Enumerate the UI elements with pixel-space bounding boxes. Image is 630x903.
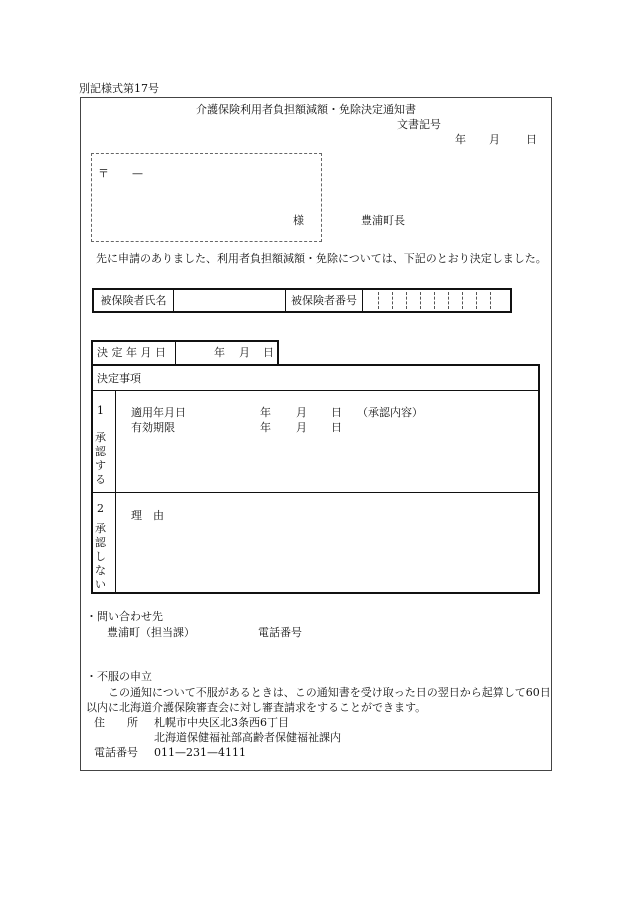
decision-date-label: 決 定 年 月 日 — [97, 346, 166, 359]
insured-name-label: 被保険者氏名 — [94, 290, 174, 311]
postal-mark: 〒 — [98, 167, 109, 180]
decision-year: 年 — [214, 346, 225, 359]
approval-content-label: （承認内容） — [357, 406, 423, 419]
insured-number-label: 被保険者番号 — [286, 290, 363, 311]
inquiry-heading: ・問い合わせ先 — [86, 610, 163, 623]
postal-dash: — — [132, 167, 143, 180]
reject-label: 承認しない — [95, 522, 106, 591]
approve-number: 1 — [97, 404, 104, 417]
inquiry-department: 豊浦町（担当課） — [107, 626, 195, 639]
issuer-name: 豊浦町長 — [361, 214, 405, 227]
date-month: 月 — [489, 133, 500, 146]
decision-table — [91, 364, 540, 594]
insured-number-field[interactable] — [363, 290, 510, 311]
decision-day: 日 — [263, 346, 274, 359]
valid-day: 日 — [331, 421, 342, 434]
inquiry-phone-label: 電話番号 — [258, 626, 302, 639]
appeal-phone-number: 011—231—4111 — [154, 746, 246, 759]
valid-period-label: 有効期限 — [131, 421, 175, 434]
date-day: 日 — [526, 133, 537, 146]
appeal-phone-label: 電話番号 — [94, 746, 138, 759]
decision-matters-label: 決定事項 — [97, 372, 141, 385]
intro-paragraph: 先に申請のありました、利用者負担額減額・免除については、下記のとおり決定しました。 — [96, 252, 547, 265]
appeal-address-line2: 北海道保健福祉部高齢者保健福祉課内 — [154, 731, 341, 744]
decision-month: 月 — [239, 346, 250, 359]
doc-number-label: 文書記号 — [397, 118, 441, 131]
decision-date-field[interactable] — [174, 342, 277, 364]
appeal-heading: ・不服の申立 — [86, 670, 152, 683]
appeal-text: この通知について不服があるときは、この通知書を受け取った日の翌日から起算して60日以内に北海道介護保険審査会に対し審査請求をすることができます。 — [86, 686, 551, 714]
applied-month: 月 — [296, 406, 307, 419]
applied-day: 日 — [331, 406, 342, 419]
valid-year: 年 — [260, 421, 271, 434]
appeal-address-line1: 札幌市中央区北3条西6丁目 — [154, 716, 289, 729]
applied-year: 年 — [260, 406, 271, 419]
reason-label: 理 由 — [131, 509, 164, 522]
approve-label: 承認する — [95, 431, 106, 486]
appeal-address-label: 住 所 — [94, 716, 138, 729]
date-year: 年 — [455, 133, 466, 146]
form-number: 別記様式第17号 — [79, 82, 159, 95]
address-window — [91, 153, 322, 242]
applied-date-label: 適用年月日 — [131, 406, 186, 419]
recipient-honorific: 様 — [293, 214, 304, 227]
valid-month: 月 — [296, 421, 307, 434]
document-title: 介護保険利用者負担額減額・免除決定通知書 — [196, 103, 416, 116]
insured-info-table — [92, 288, 512, 313]
reject-number: 2 — [97, 502, 104, 515]
insured-name-field[interactable] — [174, 290, 286, 311]
